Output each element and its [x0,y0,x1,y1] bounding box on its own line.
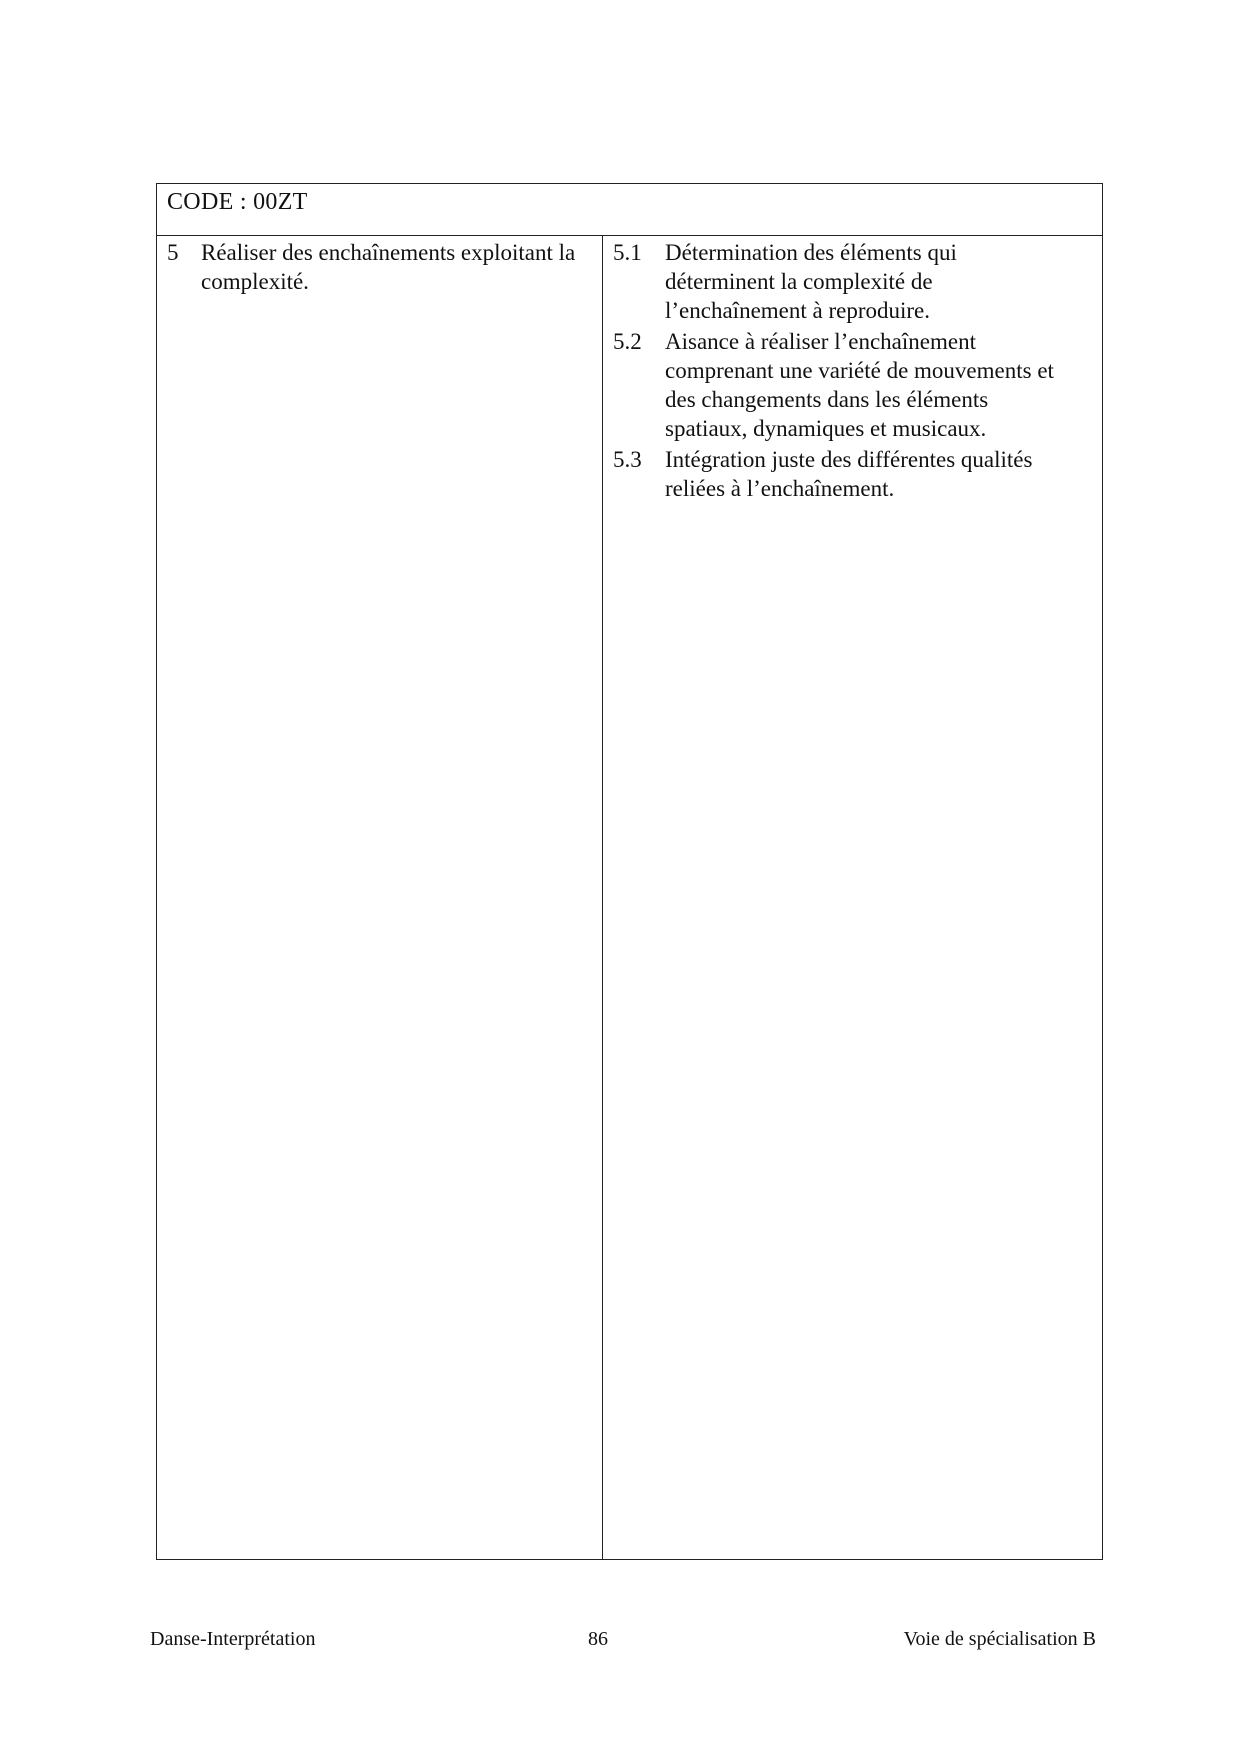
element-item [167,238,597,296]
criterion-number: 5.3 [613,447,642,472]
code-label: CODE : 00ZT [167,189,308,215]
criterion-line: Intégration juste des différentes qualités [665,447,1033,472]
criterion-text [665,445,1097,503]
competency-table [156,183,1103,1560]
criterion-line: Détermination des éléments qui [665,240,957,265]
criterion-line: comprenant une variété de mouvements et [665,358,1054,383]
footer-track-name: Voie de spécialisation B [903,1628,1096,1650]
footer-page-number: 86 [588,1628,608,1650]
criterion-number: 5.2 [613,329,642,354]
criterion-line: Aisance à réaliser l’enchaînement [665,329,976,354]
criterion-text [665,327,1097,443]
criterion-item [607,327,1097,443]
criterion-line: spatiaux, dynamiques et musicaux. [665,416,987,441]
criterion-line: reliées à l’enchaînement. [665,476,895,501]
criterion-line: l’enchaînement à reproduire. [665,298,931,323]
element-cell [167,236,597,296]
element-number: 5 [167,240,179,265]
criterion-line: des changements dans les éléments [665,387,989,412]
criterion-item [607,445,1097,503]
column-divider [602,236,603,1559]
criterion-text [665,238,1097,325]
footer-program-name: Danse-Interprétation [150,1628,316,1650]
criterion-item [607,238,1097,325]
criterion-line: déterminent la complexité de [665,269,933,294]
criteria-cell [607,236,1097,505]
criterion-number: 5.1 [613,240,642,265]
code-header-row [157,184,1102,236]
element-text: Réaliser des enchaînements exploitant la complexité. [201,240,576,294]
